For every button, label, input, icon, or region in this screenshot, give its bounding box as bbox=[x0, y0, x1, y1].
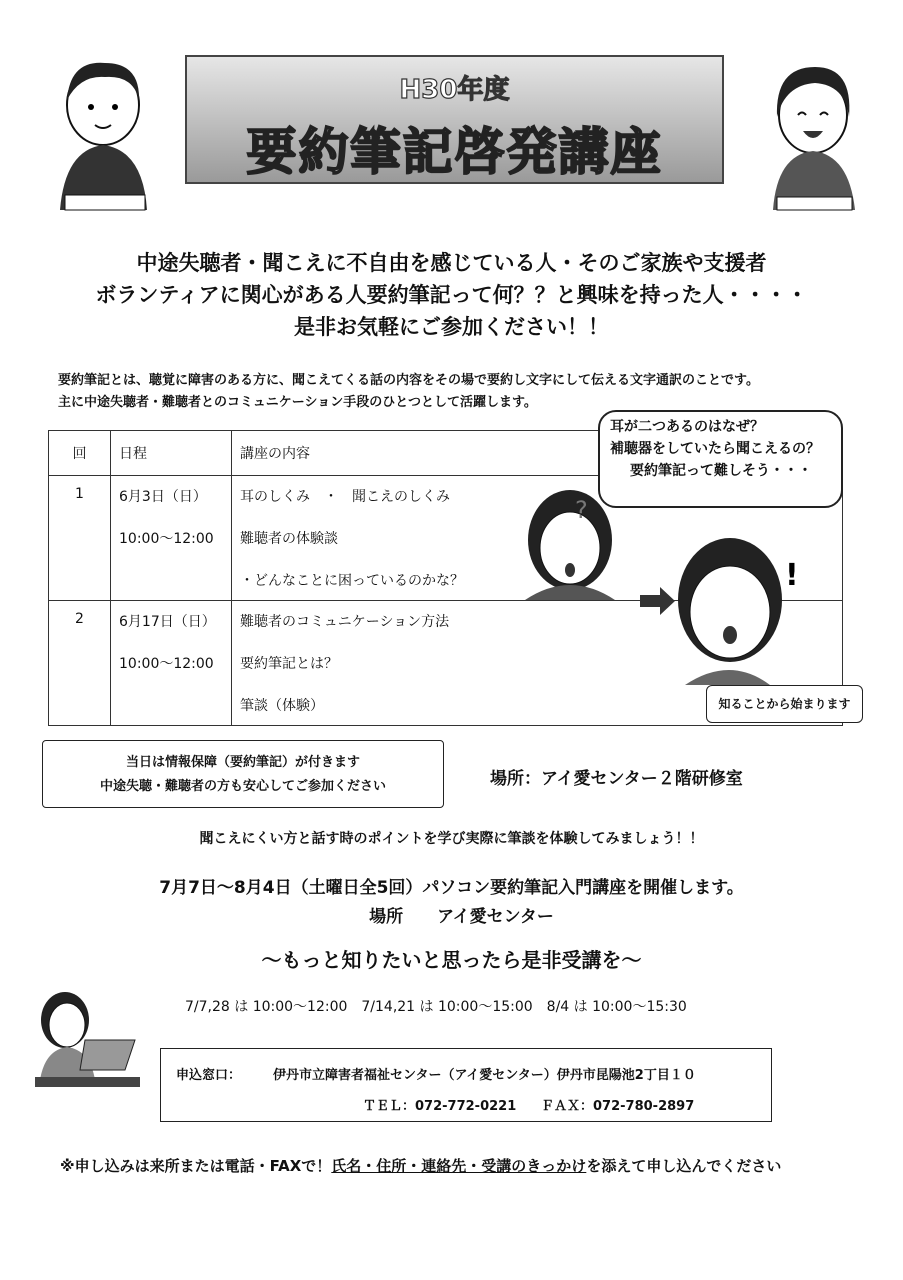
page-title: 要約筆記啓発講座 bbox=[246, 123, 663, 181]
intro-line: 是非お気軽にご参加ください！！ bbox=[294, 315, 609, 339]
svg-text:!: ! bbox=[785, 558, 799, 593]
content-item: 難聴者の体験談 bbox=[240, 531, 338, 547]
intro-line: 中途失聴者・聞こえに不自由を感じている人・そのご家族や支援者 bbox=[136, 251, 767, 275]
slogan: ～もっと知りたいと思ったら是非受講を～ bbox=[261, 948, 642, 972]
session-no: 2 bbox=[49, 601, 111, 726]
scroll-line: 当日は情報保障（要約筆記）が付きます bbox=[125, 755, 360, 770]
content-item: ・どんなことに困っているのかな？ bbox=[240, 573, 464, 589]
bubble-line: 要約筆記って難しそう・・・ bbox=[630, 463, 812, 479]
contact-fax: ＦＡＸ：072-780-2897 bbox=[541, 1099, 695, 1114]
bubble-line: 補聴器をしていたら聞こえるの？ bbox=[610, 441, 820, 457]
venue: 場所：アイ愛センター２階研修室 bbox=[490, 769, 743, 789]
contact-organization: 伊丹市立障害者福祉センター（アイ愛センター）伊丹市昆陽池2丁目１０ bbox=[273, 1068, 696, 1083]
content-item: 耳のしくみ ・ 聞こえのしくみ bbox=[240, 489, 450, 505]
title-banner bbox=[185, 55, 724, 184]
footer-note bbox=[60, 1155, 781, 1176]
col-header-content: 講座の内容 bbox=[232, 431, 843, 476]
description-line: 主に中途失聴者・難聴者とのコミュニケーション手段のひとつとして活躍します。 bbox=[58, 395, 537, 410]
col-header-no: 回 bbox=[49, 431, 111, 476]
bubble-line: 耳が二つあるのはなぜ？ bbox=[610, 419, 764, 435]
contact-label: 申込窓口： bbox=[176, 1068, 242, 1083]
session-date bbox=[111, 601, 232, 726]
description-line: 要約筆記とは、聴覚に障害のある方に、聞こえてくる話の内容をその場で要約し文字にして伝える文字通訳のことです。 bbox=[58, 373, 759, 388]
content-item: 要約筆記とは？ bbox=[240, 656, 338, 672]
footer-prefix: ※申し込みは来所または電話・FAXで！ bbox=[60, 1157, 332, 1175]
pc-course-schedule: 7/7,28 は 10:00～12:00 7/14,21 は 10:00～15:00 8/4 は 10:00～15:30 bbox=[185, 999, 687, 1015]
description bbox=[58, 370, 759, 414]
contact-box bbox=[160, 1048, 772, 1122]
fiscal-year: H30年度 bbox=[399, 75, 510, 105]
time: 10:00～12:00 bbox=[119, 531, 214, 547]
intro-text bbox=[0, 247, 903, 343]
col-header-date: 日程 bbox=[111, 431, 232, 476]
caption-note: 知ることから始まります bbox=[706, 685, 863, 723]
scroll-line: 中途失聴・難聴者の方も安心してご参加ください bbox=[99, 779, 386, 794]
pc-course-venue: 場所 アイ愛センター bbox=[369, 907, 554, 927]
contact-tel: ＴＥＬ：072-772-0221 bbox=[363, 1099, 517, 1114]
content-item: 難聴者のコミュニケーション方法 bbox=[240, 614, 450, 630]
session-no: 1 bbox=[49, 476, 111, 601]
time: 10:00～12:00 bbox=[119, 656, 214, 672]
boy-writing-illustration bbox=[55, 45, 155, 215]
date: 6月17日（日） bbox=[119, 614, 216, 630]
question-mark-icon: ? bbox=[575, 496, 588, 524]
date: 6月3日（日） bbox=[119, 489, 207, 505]
info-scroll-banner bbox=[42, 740, 444, 808]
session-date bbox=[111, 476, 232, 601]
content-item: 筆談（体験） bbox=[240, 698, 324, 714]
footer-required-info: 氏名・住所・連絡先・受講のきっかけ bbox=[331, 1157, 587, 1175]
woman-computer-illustration bbox=[35, 985, 145, 1095]
practice-text: 聞こえにくい方と話す時のポイントを学び実際に筆談を体験してみましょう！！ bbox=[199, 831, 704, 847]
speech-bubble bbox=[598, 410, 843, 508]
pc-course-line: 7月7日～8月4日（土曜日全5回）パソコン要約筆記入門講座を開催します。 bbox=[159, 878, 744, 898]
footer-suffix: を添えて申し込んでください bbox=[586, 1157, 782, 1175]
intro-line: ボランティアに関心がある人要約筆記って何？？と興味を持った人・・・・ bbox=[95, 283, 808, 307]
woman-writing-illustration bbox=[765, 55, 860, 215]
